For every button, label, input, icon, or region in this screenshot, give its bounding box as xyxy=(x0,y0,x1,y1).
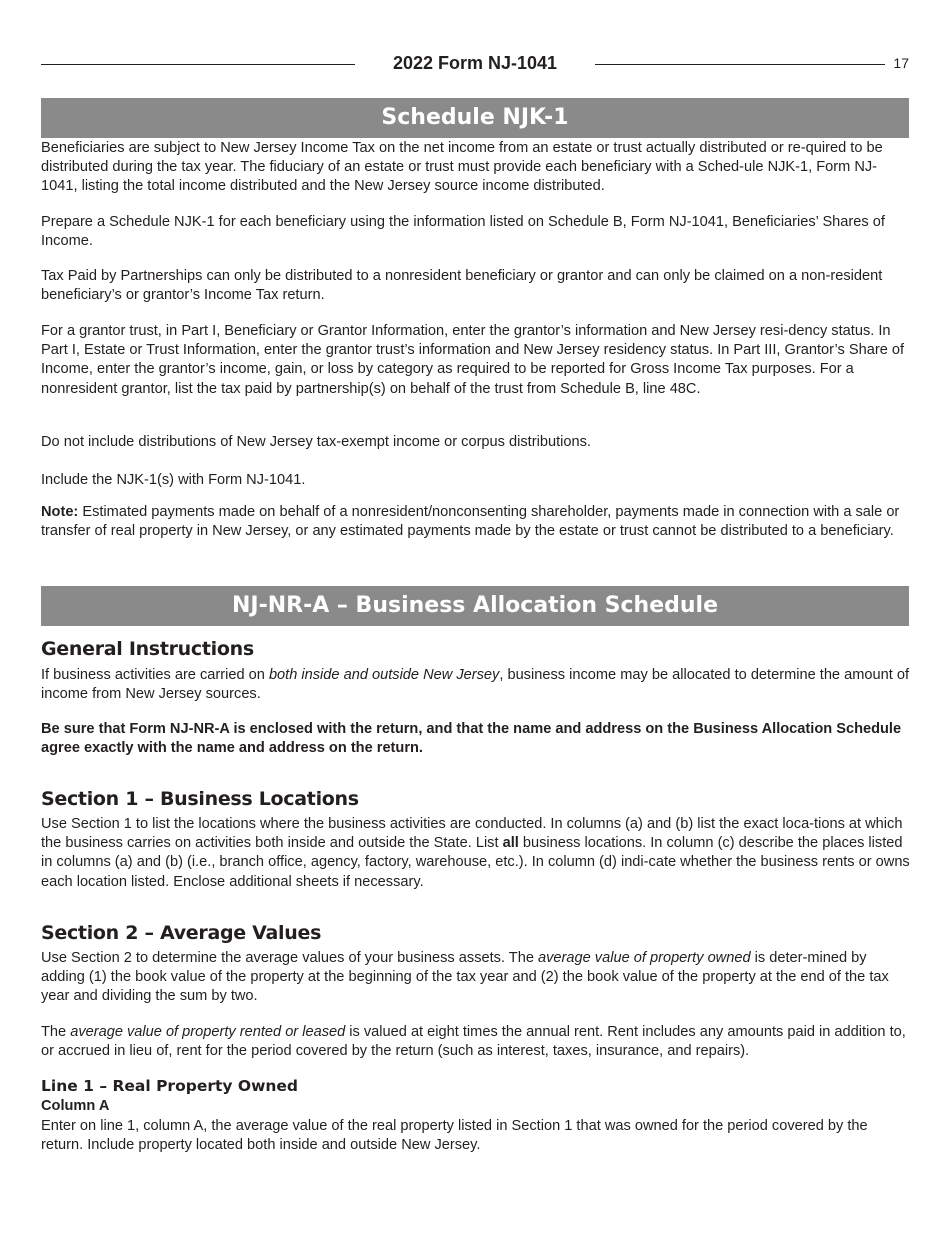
njk1-paragraph-6: Include the NJK-1(s) with Form NJ-1041. xyxy=(41,472,306,488)
header-rule-right xyxy=(595,64,885,65)
njk1-note xyxy=(41,503,911,541)
section2-paragraph-1: Use Section 2 to determine the average values of your business assets. The average value of property owned is deter-mined by adding (1) the book value of the property at the beginning of the tax year and (2) the book value of the property at the end of the tax year and dividing the sum by two. xyxy=(41,950,889,1005)
section2-heading: Section 2 – Average Values xyxy=(41,922,322,944)
line1-paragraph: Enter on line 1, column A, the average value of the real property listed in Section 1 that was owned for the period covered by the return. Include property located both inside and outside New Jersey. xyxy=(41,1118,868,1154)
section1-paragraph: Use Section 1 to list the locations where the business activities are conducted. In columns (a) and (b) list the exact loca-tions at which the business carries on activities both inside and outside the State. List all business locations. In column (c) describe the places listed in columns (a) and (b) (i.e., branch office, agency, factory, warehouse, etc.). In column (d) indi-cate whether the business rents or owns each location listed. Enclose additional sheets if necessary. xyxy=(41,816,910,890)
form-title: 2022 Form NJ-1041 xyxy=(392,53,558,73)
njnra-banner: NJ-NR-A – Business Allocation Schedule xyxy=(41,586,909,626)
section2-paragraph-2: The average value of property rented or leased is valued at eight times the annual rent. Rent includes any amounts paid in addition to, or accrued in lieu of, rent for the period covered by the return (such as interest, taxes, insurance, and repairs). xyxy=(41,1024,906,1060)
schedule-njk1-banner: Schedule NJK-1 xyxy=(41,98,909,138)
njk1-paragraph-4: For a grantor trust, in Part I, Beneficiary or Grantor Information, enter the grantor’s information and New Jersey resi-dency status. In Part I, Estate or Trust Information, enter the grantor trust’s information and New Jersey residency status. In Part III, Grantor’s Share of Income, enter the grantor’s income, gain, or loss by category as required to be reported for Gross Income Tax purposes. For a nonresident grantor, list the tax paid by partnership(s) on behalf of the trust from Schedule B, line 48C. xyxy=(41,323,905,397)
note-label: Note: xyxy=(41,504,79,520)
note-text: Estimated payments made on behalf of a nonresident/nonconsenting shareholder, payments made in connection with a sale or transfer of real property in New Jersey, or any estimated payments made by the estate or trust cannot be distributed to a beneficiary. xyxy=(41,504,900,540)
page-header xyxy=(41,52,909,78)
njk1-paragraph-2: Prepare a Schedule NJK-1 for each beneficiary using the information listed on Schedule B, Form NJ-1041, Beneficiaries’ Shares of Income. xyxy=(41,214,885,250)
section1-heading: Section 1 – Business Locations xyxy=(41,788,359,810)
line1-heading: Line 1 – Real Property Owned xyxy=(41,1077,299,1095)
njk1-paragraph-5: Do not include distributions of New Jersey tax-exempt income or corpus distributions. xyxy=(41,434,591,450)
column-a-heading: Column A xyxy=(41,1098,110,1114)
njk1-paragraph-1: Beneficiaries are subject to New Jersey Income Tax on the net income from an estate or trust actually distributed or re-quired to be distributed during the tax year. The fiduciary of an estate or trust must provide each beneficiary with a Sched-ule NJK-1, Form NJ-1041, listing the total income distributed and the New Jersey source income distributed. xyxy=(41,140,883,195)
general-instructions-heading: General Instructions xyxy=(41,638,254,660)
page-number: 17 xyxy=(893,55,909,71)
general-bold-notice: Be sure that Form NJ-NR-A is enclosed with the return, and that the name and address on the Business Allocation Schedule agree exactly with the name and address on the return. xyxy=(41,721,902,757)
general-paragraph-1: If business activities are carried on both inside and outside New Jersey, business income may be allocated to determine the amount of income from New Jersey sources. xyxy=(41,667,910,703)
njk1-paragraph-3: Tax Paid by Partnerships can only be distributed to a nonresident beneficiary or grantor and can only be claimed on a non-resident beneficiary’s or grantor’s Income Tax return. xyxy=(41,268,883,304)
